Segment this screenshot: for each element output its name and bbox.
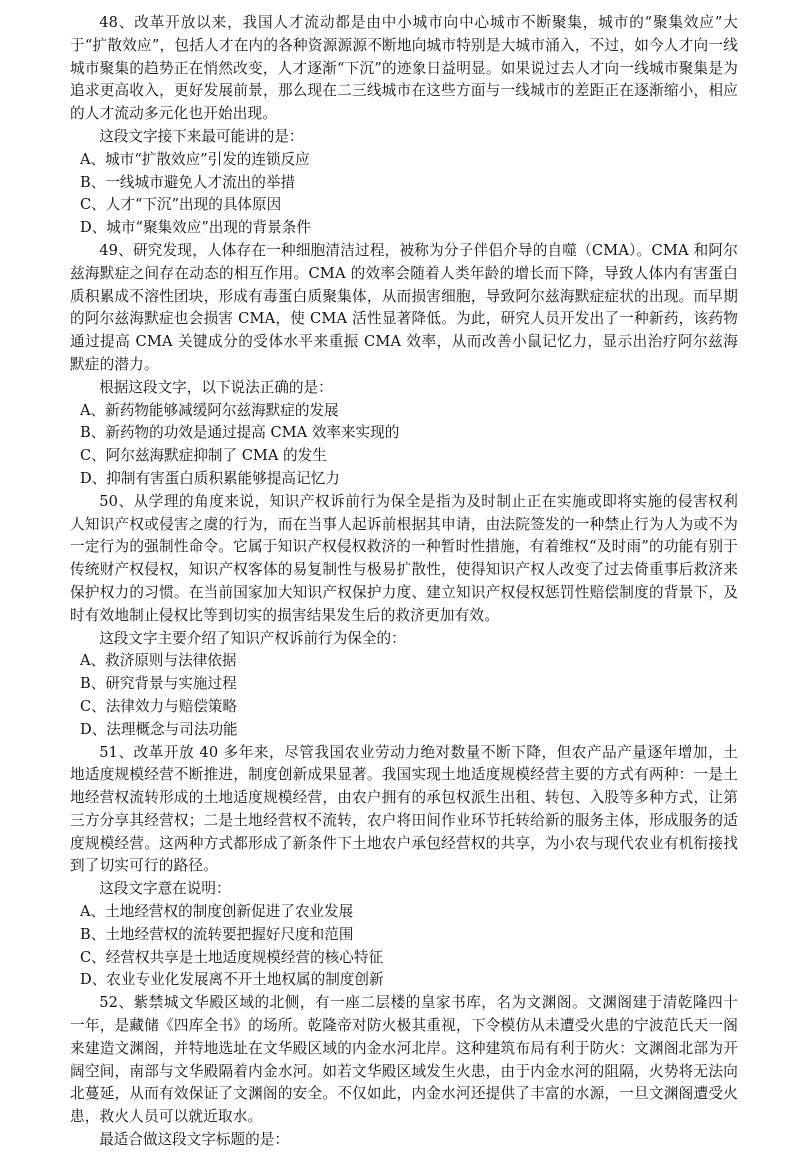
question-stem: 这段文字意在说明：: [99, 880, 231, 898]
option-c: C、经营权共享是土地适度规模经营的核心特征: [80, 948, 384, 966]
option-a: A、土地经营权的制度创新促进了农业发展: [80, 903, 354, 921]
question-51: [70, 742, 738, 993]
option-a: A、城市“扩散效应”引发的连锁反应: [80, 150, 310, 168]
option-a: A、救济原则与法律依据: [80, 652, 237, 670]
question-stem: 这段文字接下来最可能讲的是：: [99, 127, 304, 145]
option-d: D、城市“聚集效应”出现的背景条件: [80, 219, 311, 237]
question-passage: 51、改革开放 40 多年来，尽管我国农业劳动力绝对数量不断下降，但农产品产量逐年增加，土地适度规模经营不断推进，制度创新成果显著。我国实现土地适度规模经营主要的方式有两种：一是土地经营权流转形成的土地适度规模经营，由农户拥有的承包权派生出租、转包、入股等多种方式，让第三方分享其经营权；二是土地经营权不流转，农户将田间作业环节托转给新的服务主体，形成服务的适度规模经营。这两种方式都形成了新条件下土地农户承包经营权的共享，为小农与现代农业有机衔接找到了切实可行的路径。: [70, 743, 738, 875]
option-c: C、人才“下沉”出现的具体原因: [80, 196, 282, 214]
option-b: B、土地经营权的流转要把握好尺度和范围: [80, 925, 354, 943]
question-passage: 48、改革开放以来，我国人才流动都是由中小城市向中心城市不断聚集，城市的“聚集效应”大于“扩散效应”，包括人才在内的各种资源源源不断地向城市特别是大城市涌入，不过，如今人才向一线城市聚集的趋势正在悄然改变，人才逐渐“下沉”的迹象日益明显。如果说过去人才向一线城市聚集是为追求更高收入，更好发展前景，那么现在二三线城市在这些方面与一线城市的差距正在逐渐缩小，相应的人才流动多元化也开始出现。: [70, 14, 738, 123]
question-passage: 49、研究发现，人体存在一种细胞清洁过程，被称为分子伴侣介导的自噬（CMA）。CMA 和阿尔兹海默症之间存在动态的相互作用。CMA 的效率会随着人类年龄的增长而下降，导致人体内有害蛋白质积累成不溶性团块，形成有毒蛋白质聚集体，从而损害细胞，导致阿尔兹海默症症状的出现。而早期的阿尔兹海默症也会损害 CMA，使 CMA 活性显著降低。为此，研究人员开发出了一种新药，该药物通过提高 CMA 关键成分的受体水平来重振 CMA 效率，从而改善小鼠记忆力，显示出治疗阿尔兹海默症的潜力。: [70, 241, 738, 373]
question-passage: 50、从学理的角度来说，知识产权诉前行为保全是指为及时制止正在实施或即将实施的侵害权利人知识产权或侵害之虞的行为，而在当事人起诉前根据其申请，由法院签发的一种禁止行为人为或不为一定行为的强制性命令。它属于知识产权侵权救济的一种暂时性措施，有着维权“及时雨”的功能有别于传统财产权侵权，知识产权客体的易复制性与极易扩散性，使得知识产权人改变了过去倚重事后救济来保护权力的习惯。在当前国家加大知识产权保护力度、建立知识产权侵权惩罚性赔偿制度的背景下，及时有效地制止侵权比等到切实的损害结果发生后的救济更加有效。: [70, 492, 738, 624]
question-stem: 这段文字主要介绍了知识产权诉前行为保全的：: [99, 629, 406, 647]
question-50: [70, 491, 738, 742]
option-d: D、农业专业化发展离不开土地权属的制度创新: [80, 971, 384, 989]
question-stem: 根据这段文字，以下说法正确的是：: [99, 378, 333, 396]
option-d: D、法理概念与司法功能: [80, 720, 238, 738]
question-stem: 最适合做这段文字标题的是：: [99, 1131, 289, 1149]
document-page: [70, 12, 738, 1152]
option-b: B、研究背景与实施过程: [80, 675, 237, 693]
option-b: B、一线城市避免人才流出的举措: [80, 173, 296, 191]
question-48: [70, 12, 738, 240]
option-d: D、抑制有害蛋白质积累能够提高记忆力: [80, 469, 340, 487]
question-passage: 52、紫禁城文华殿区域的北侧，有一座二层楼的皇家书库，名为文渊阁。文渊阁建于清乾隆四十一年，是藏储《四库全书》的场所。乾隆帝对防火极其重视，下令模仿从未遭受火患的宁波范氏天一阁来建造文渊阁，并特地选址在文华殿区域的内金水河北岸。这种建筑布局有利于防火：文渊阁北部为开阔空间，南部与文华殿隔着内金水河。如若文华殿区域发生火患，由于内金水河的阻隔，火势将无法向北蔓延，从而有效保证了文渊阁的安全。不仅如此，内金水河还提供了丰富的水源，一旦文渊阁遭受火患，救火人员可以就近取水。: [70, 994, 738, 1126]
option-c: C、法律效力与赔偿策略: [80, 697, 238, 715]
question-52: [70, 992, 738, 1152]
question-49: [70, 240, 738, 491]
option-b: B、新药物的功效是通过提高 CMA 效率来实现的: [80, 424, 400, 442]
option-a: A、新药物能够减缓阿尔兹海默症的发展: [80, 401, 339, 419]
option-c: C、阿尔兹海默症抑制了 CMA 的发生: [80, 447, 327, 465]
